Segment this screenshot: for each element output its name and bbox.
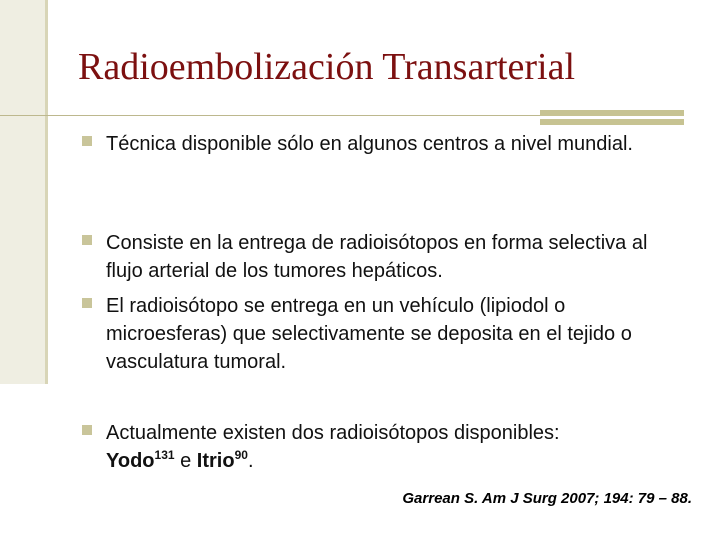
isotope-yttrium: Itrio (196, 450, 235, 472)
left-decorative-band (0, 0, 47, 384)
bullet-text: Consiste en la entrega de radioisótopos en forma selectiva al flujo arterial de los tumores hepáticos. (106, 232, 648, 282)
bullet-text: El radioisótopo se entrega en un vehículo (lipiodol o microesferas) que selectivamente se deposita en el tejido o vasculatura tumoral. (106, 295, 632, 373)
bullet-text: Técnica disponible sólo en algunos centros a nivel mundial. (106, 133, 633, 155)
bullet-text-intro: Actualmente existen dos radioisótopos disponibles: (106, 422, 560, 444)
isotope-yttrium-mass: 90 (234, 448, 248, 462)
bullet-marker (82, 425, 92, 435)
bullet-marker (82, 298, 92, 308)
bullet-text (106, 419, 682, 475)
isotope-connector: e (174, 450, 197, 472)
bullet-item-2 (82, 229, 682, 285)
isotope-iodine-mass: 131 (154, 448, 175, 462)
title-divider-accent-bottom (540, 119, 684, 125)
bullet-marker (82, 136, 92, 146)
bullet-item-1 (82, 130, 682, 158)
bullet-item-3 (82, 292, 682, 376)
bullet-marker (82, 235, 92, 245)
bullet-end-period: . (247, 450, 254, 472)
title-divider-accent-top (540, 110, 684, 116)
isotope-iodine: Yodo (106, 450, 155, 472)
slide-title: Radioembolización Transarterial (78, 46, 576, 88)
bullet-item-4 (82, 419, 682, 475)
title-divider (0, 115, 540, 116)
left-band-edge (45, 0, 48, 384)
citation: Garrean S. Am J Surg 2007; 194: 79 – 88. (402, 490, 692, 507)
